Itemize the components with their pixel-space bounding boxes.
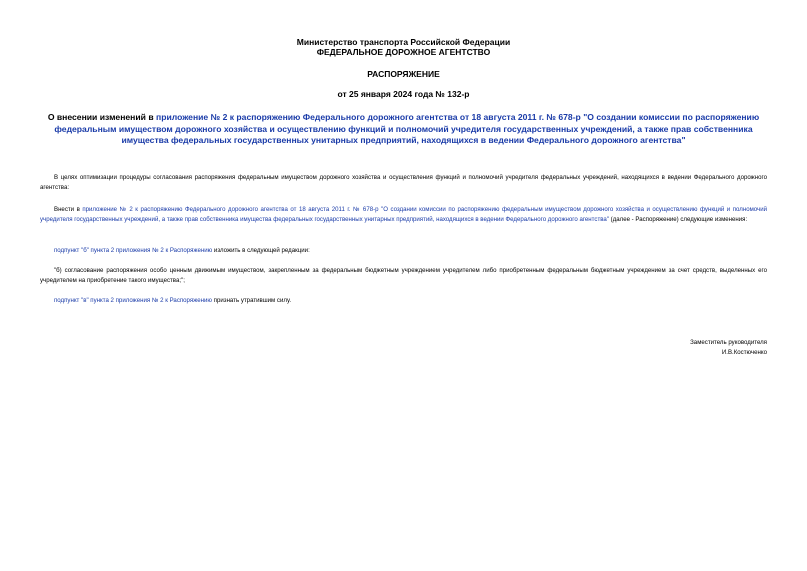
p5-link[interactable]: подпункт "в" пункта 2 приложения № 2 к Распоряжению — [54, 297, 212, 304]
title-prefix: О внесении изменений в — [47, 112, 156, 122]
document-type: РАСПОРЯЖЕНИЕ — [367, 69, 440, 79]
document-date-number: от 25 января 2024 года № 132-р — [337, 89, 470, 99]
p5-suffix: признать утратившим силу. — [211, 297, 292, 304]
paragraph-subclause-b — [40, 246, 767, 256]
ministry-name: Министерство транспорта Российской Федерации — [296, 37, 511, 47]
signatory-name: И.В.Костюченко — [721, 349, 767, 356]
title-link[interactable]: приложение № 2 к распоряжению Федерального дорожного агентства от 18 августа 2011 г. № 678-р "О создании комиссии по распоряжению федеральным имуществом дорожного хозяйства и осуществлению функций и полномочий учредителя государственных учреждений, а также прав собственника имущества федеральных государственных унитарных предприятий, находящихся в ведении Федерального дорожного агентства" — [54, 112, 760, 146]
signatory-position: Заместитель руководителя — [690, 339, 767, 346]
paragraph-new-wording: "б) согласование распоряжения особо ценным движимым имуществом, закрепленным за федеральным бюджетным учреждением учредителем либо приобретенным федеральным бюджетным учреждением за счет средств, выделенных его учредителем на приобретение такого имущества;"; — [40, 267, 767, 285]
p3-suffix: изложить в следующей редакции: — [212, 247, 310, 254]
document-title — [40, 112, 767, 147]
p2-prefix: Внести в — [54, 206, 83, 213]
paragraph-preamble: В целях оптимизации процедуры согласования распоряжения федеральным имуществом дорожного хозяйства и осуществления функций и полномочий учредителя федеральных учреждений, находящихся в ведении Федерального дорожного агентства: — [40, 174, 767, 192]
p2-suffix: (далее - Распоряжение) следующие изменения: — [608, 216, 748, 224]
agency-name: ФЕДЕРАЛЬНОЕ ДОРОЖНОЕ АГЕНТСТВО — [316, 47, 491, 57]
p3-link[interactable]: подпункт "б" пункта 2 приложения № 2 к Распоряжению — [54, 247, 213, 254]
p2-link[interactable]: приложение № 2 к распоряжению Федерального дорожного агентства от 18 августа 2011 г. № 678-р "О создании комиссии по распоряжению федеральным имуществом дорожного хозяйства и осуществлению функций и полномочий учредителя государственных учреждений, а также прав собственника имущества федеральных государственных унитарных предприятий, находящихся в ведении Федерального дорожного агентства" — [40, 206, 768, 224]
paragraph-amendment — [40, 205, 767, 226]
paragraph-subclause-v — [40, 296, 767, 306]
